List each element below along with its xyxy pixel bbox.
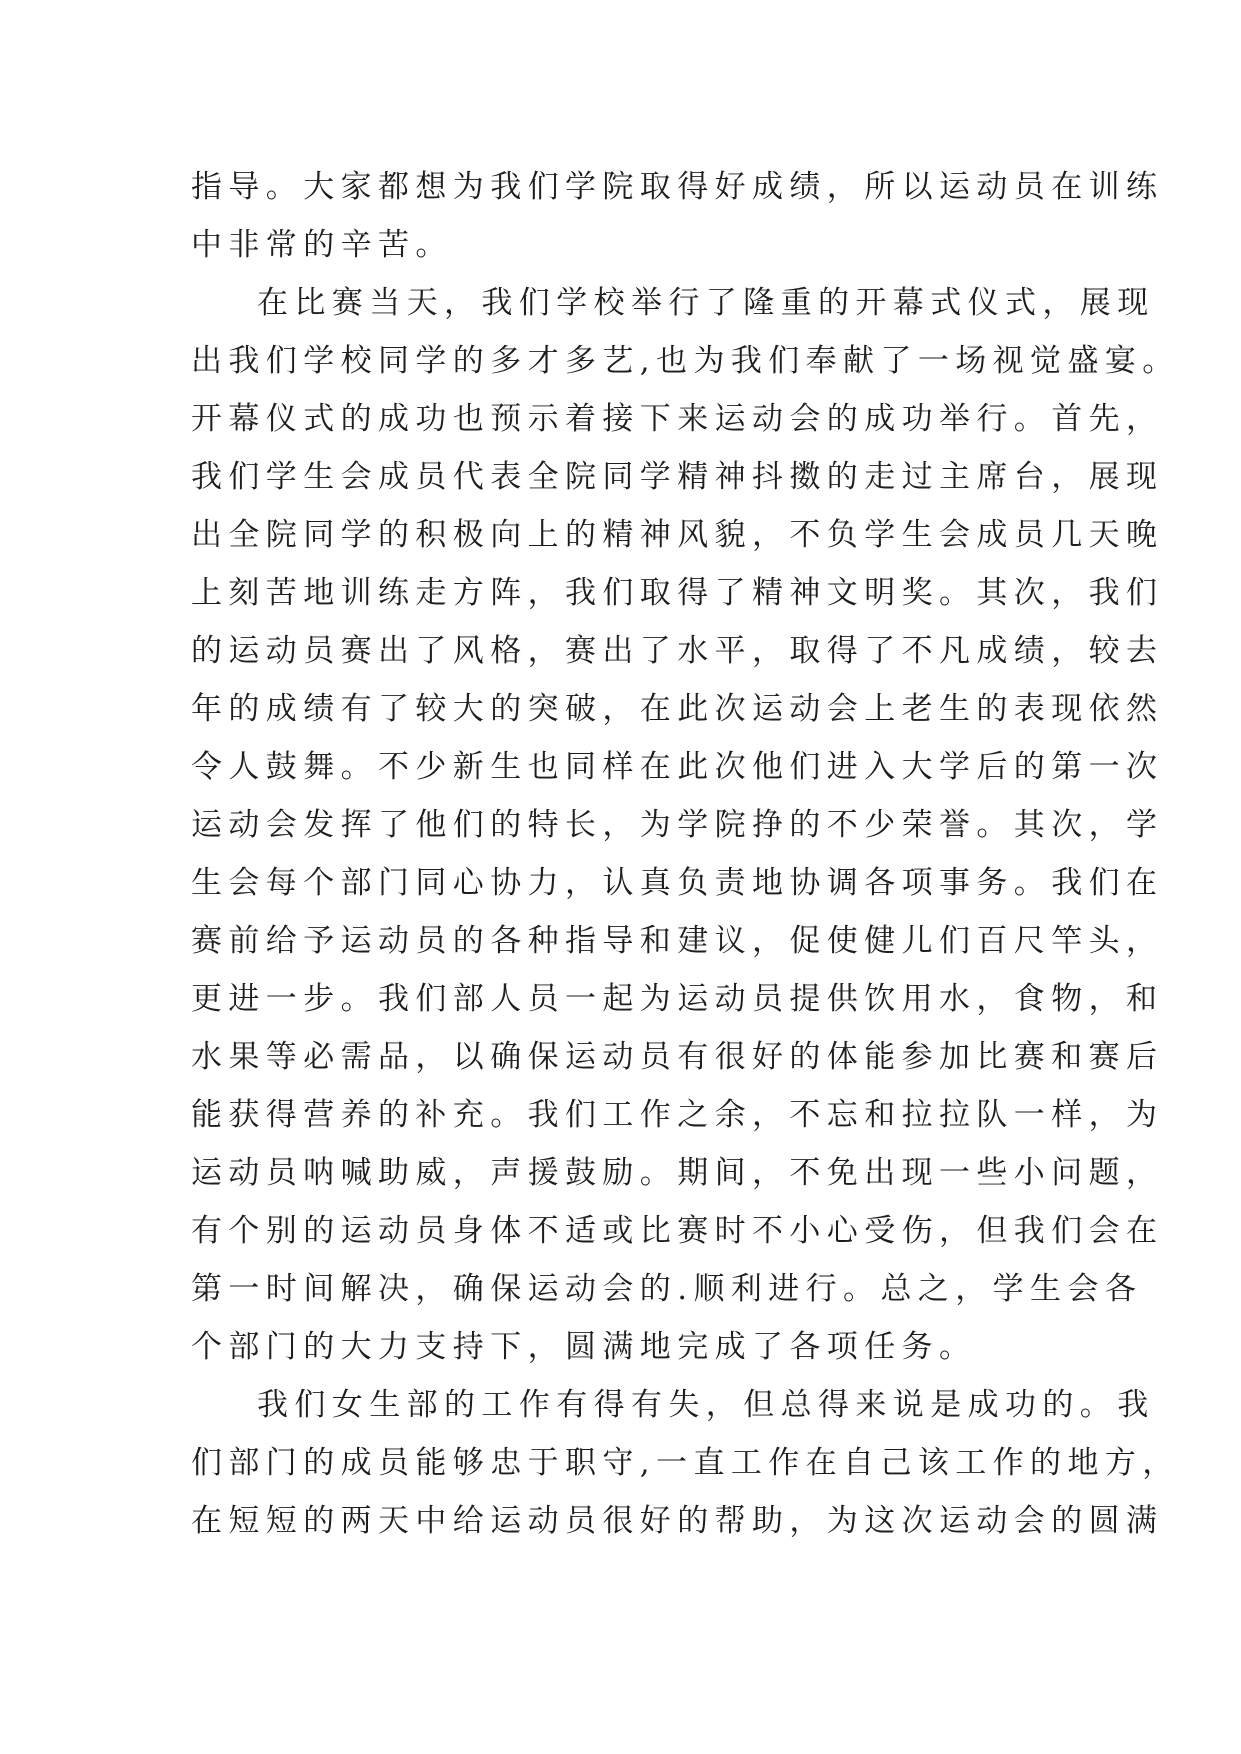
text-line: 在短短的两天中给运动员很好的帮助，为这次运动会的圆满: [191, 1503, 1164, 1539]
text-line: 年的成绩有了较大的突破，在此次运动会上老生的表现依然: [191, 691, 1164, 727]
text-line: 更进一步。我们部人员一起为运动员提供饮用水，食物，和: [191, 981, 1164, 1017]
text-line: 上刻苦地训练走方阵，我们取得了精神文明奖。其次，我们: [191, 575, 1164, 611]
text-line: 赛前给予运动员的各种指导和建议，促使健儿们百尺竿头，: [191, 923, 1164, 959]
text-line: 中非常的辛苦。: [191, 227, 453, 263]
text-line: 第一时间解决，确保运动会的.顺利进行。总之，学生会各: [191, 1271, 1143, 1307]
text-line: 运动员呐喊助威，声援鼓励。期间，不免出现一些小问题，: [191, 1155, 1164, 1191]
text-line: 指导。大家都想为我们学院取得好成绩，所以运动员在训练: [191, 169, 1164, 205]
text-line: 出全院同学的积极向上的精神风貌，不负学生会成员几天晚: [191, 517, 1164, 553]
paragraph-start-line: 在比赛当天，我们学校举行了隆重的开幕式仪式，展现: [257, 285, 1155, 321]
text-line: 运动会发挥了他们的特长，为学院挣的不少荣誉。其次，学: [191, 807, 1164, 843]
text-line: 出我们学校同学的多才多艺,也为我们奉献了一场视觉盛宴。: [191, 343, 1180, 379]
text-line: 的运动员赛出了风格，赛出了水平，取得了不凡成绩，较去: [191, 633, 1164, 669]
text-line: 开幕仪式的成功也预示着接下来运动会的成功举行。首先，: [191, 401, 1164, 437]
text-line: 个部门的大力支持下，圆满地完成了各项任务。: [191, 1329, 977, 1365]
text-line: 有个别的运动员身体不适或比赛时不小心受伤，但我们会在: [191, 1213, 1164, 1249]
text-line: 生会每个部门同心协力，认真负责地协调各项事务。我们在: [191, 865, 1164, 901]
paragraph-start-line: 我们女生部的工作有得有失，但总得来说是成功的。我: [257, 1387, 1155, 1423]
text-line: 能获得营养的补充。我们工作之余，不忘和拉拉队一样，为: [191, 1097, 1164, 1133]
document-body: [191, 158, 1180, 1550]
text-line: 们部门的成员能够忠于职守,一直工作在自己该工作的地方，: [191, 1445, 1180, 1481]
text-line: 我们学生会成员代表全院同学精神抖擞的走过主席台，展现: [191, 459, 1164, 495]
text-line: 令人鼓舞。不少新生也同样在此次他们进入大学后的第一次: [191, 749, 1164, 785]
text-line: 水果等必需品，以确保运动员有很好的体能参加比赛和赛后: [191, 1039, 1164, 1075]
